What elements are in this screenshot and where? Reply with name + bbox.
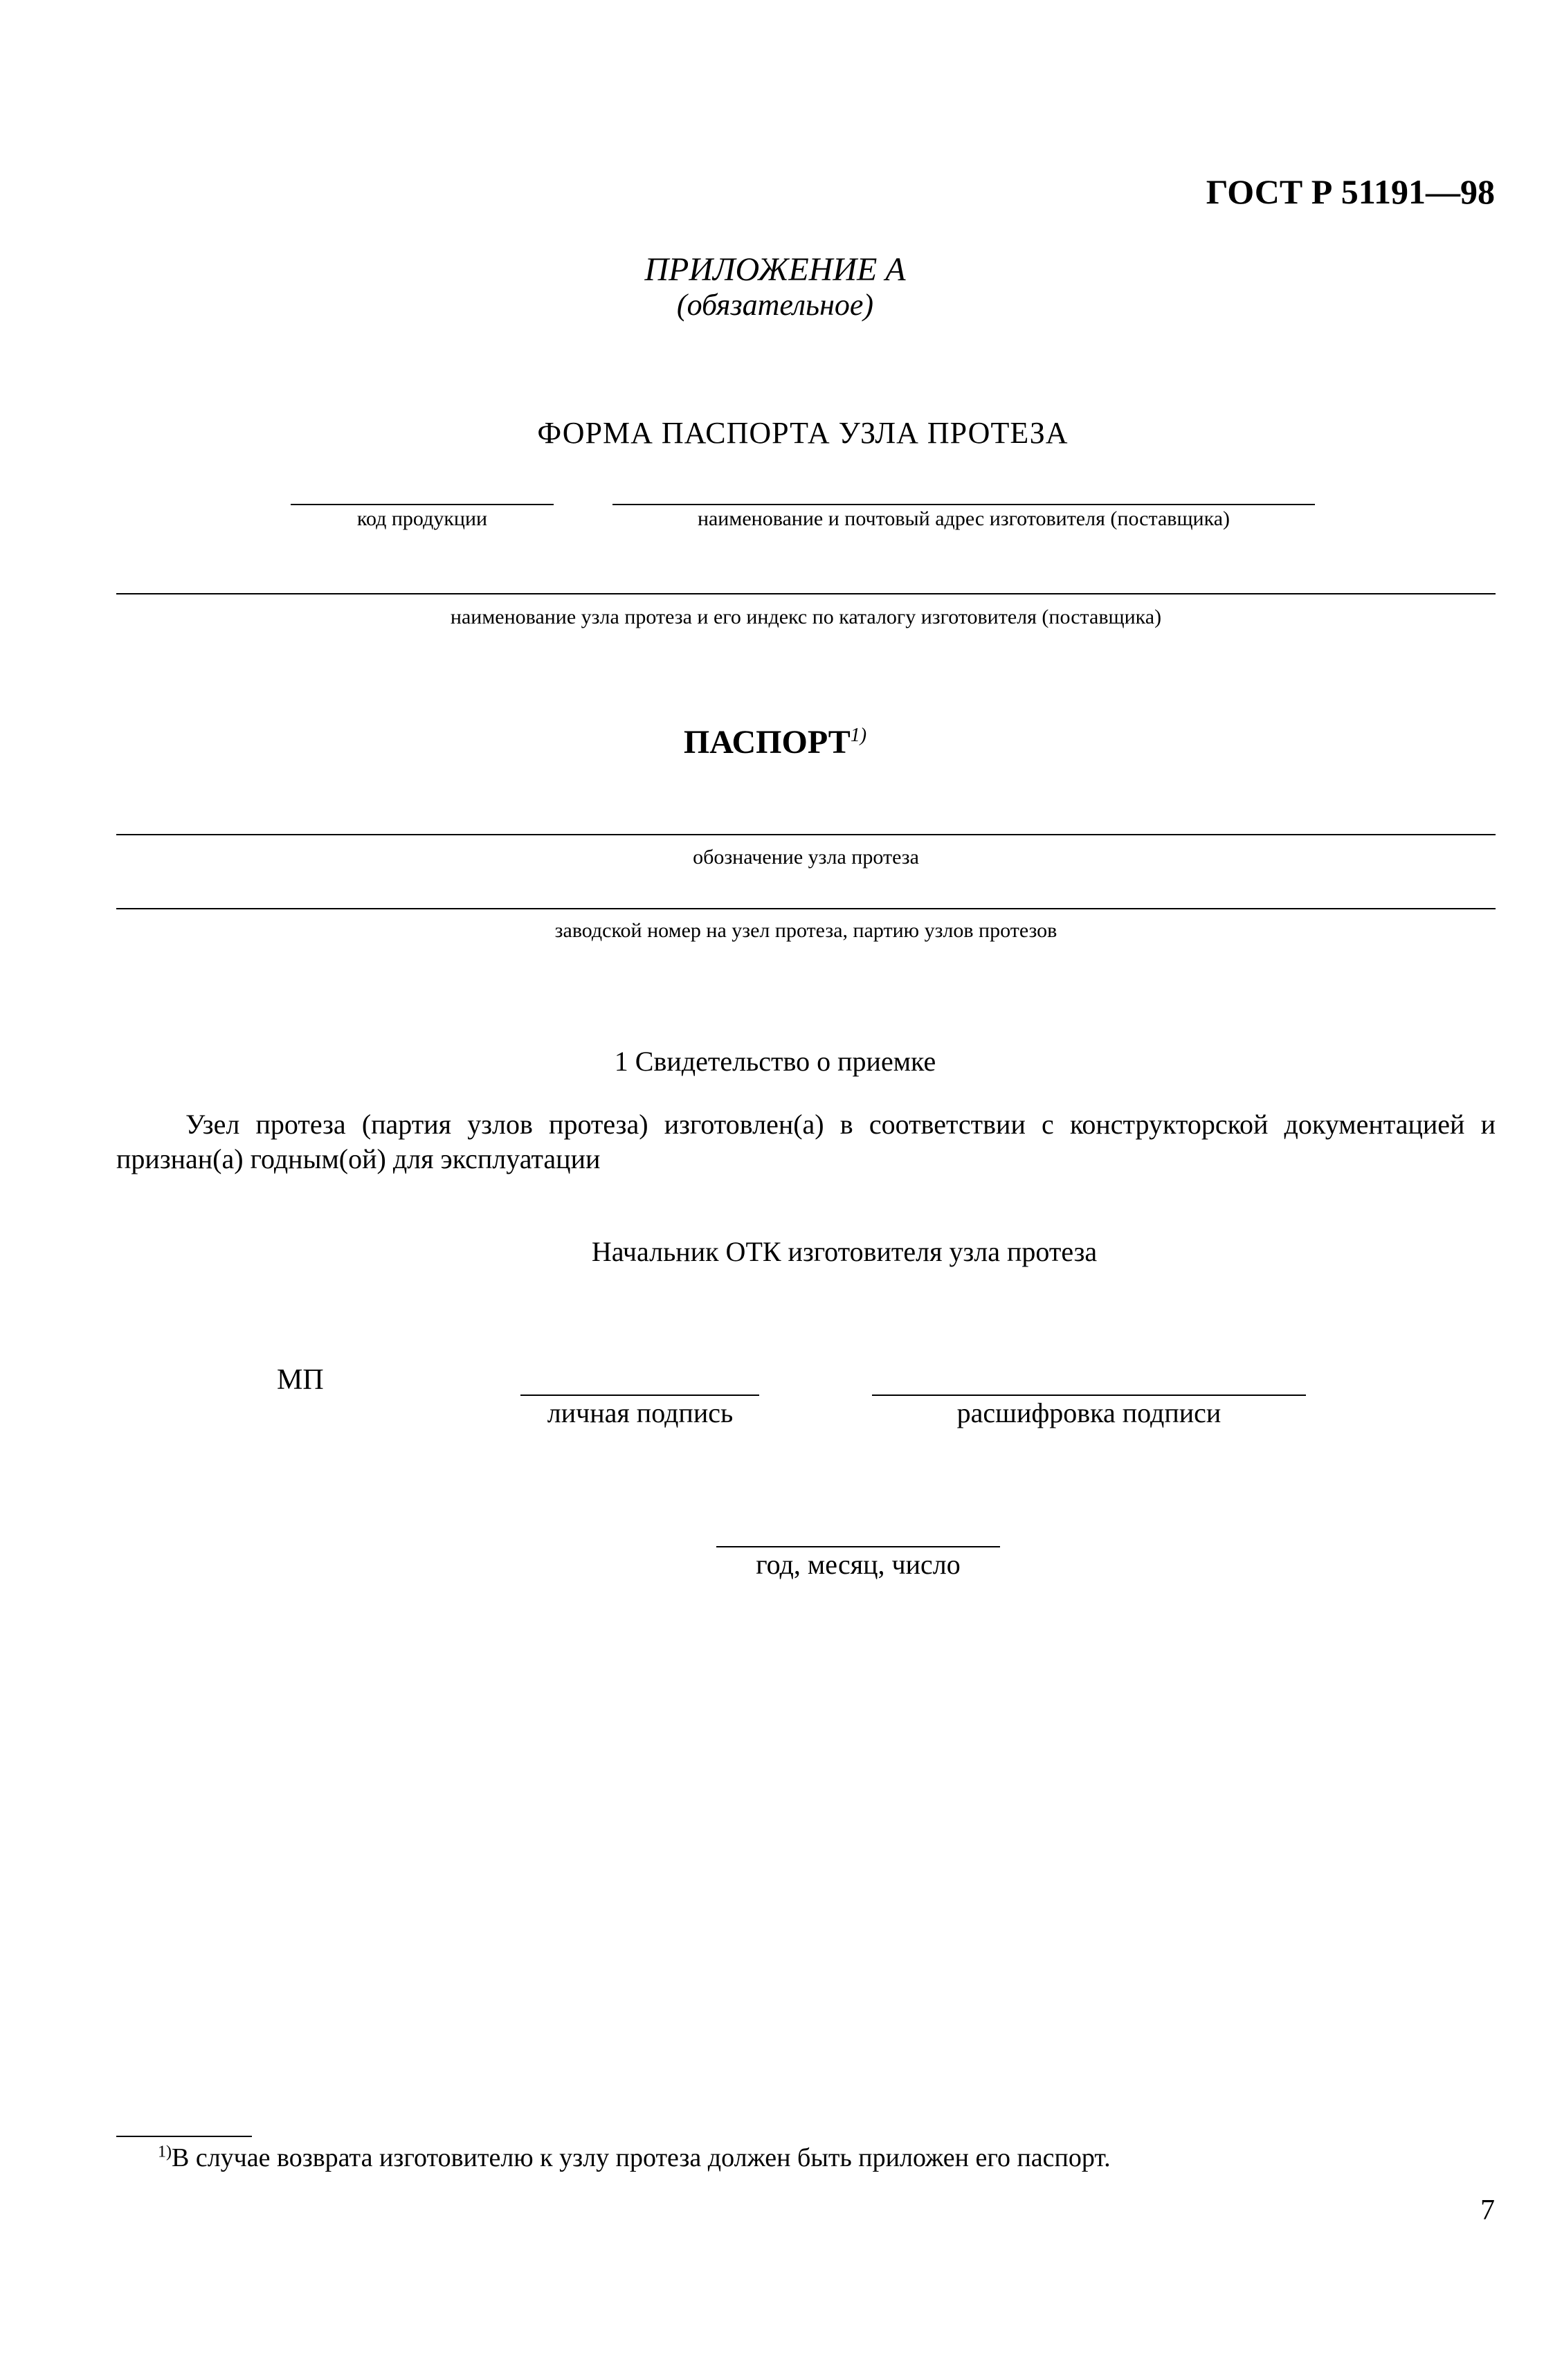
acceptance-text	[116, 1107, 1496, 1177]
date-line	[716, 1546, 1000, 1547]
annex-subtitle: (обязательное)	[676, 288, 874, 322]
document-id: ГОСТ Р 51191—98	[1206, 172, 1495, 211]
passport-footnote-mark: 1)	[850, 725, 867, 746]
annex-title: ПРИЛОЖЕНИЕ А	[644, 251, 906, 288]
qc-chief-label: Начальник ОТК изготовителя узла протеза	[591, 1236, 1098, 1267]
product-code-caption: код продукции	[356, 507, 488, 530]
footnote-separator	[116, 2136, 252, 2137]
personal-signature-caption: личная подпись	[547, 1397, 734, 1428]
manufacturer-line	[612, 504, 1315, 505]
serial-number-caption: заводской номер на узел протеза, партию узлов протезов	[554, 919, 1057, 942]
stamp-placeholder: МП	[277, 1364, 324, 1396]
footnote-text: В случае возврата изготовителю к узлу протеза должен быть приложен его паспорт.	[172, 2143, 1111, 2172]
form-title: ФОРМА ПАСПОРТА УЗЛА ПРОТЕЗА	[537, 416, 1069, 450]
unit-name-line	[116, 593, 1496, 594]
page-number: 7	[1480, 2195, 1495, 2226]
signature-decoding-caption: расшифровка подписи	[956, 1397, 1221, 1428]
acceptance-heading: 1 Свидетельство о приемке	[614, 1046, 936, 1077]
date-caption: год, месяц, число	[756, 1549, 961, 1580]
unit-name-caption: наименование узла протеза и его индекс по каталогу изготовителя (поставщика)	[450, 606, 1162, 628]
acceptance-text-content: Узел протеза (партия узлов протеза) изготовлен(а) в соответствии с конструкторской документацией и признан(а) годным(ой) для эксплуатации	[116, 1109, 1496, 1174]
signature-decoding-line	[872, 1395, 1306, 1396]
footnote-mark: 1)	[158, 2143, 172, 2161]
footnote	[158, 2143, 1111, 2173]
manufacturer-caption: наименование и почтовый адрес изготовителя (поставщика)	[697, 507, 1230, 530]
personal-signature-line	[520, 1395, 759, 1396]
designation-line	[116, 834, 1496, 835]
passport-title-text: ПАСПОРТ	[683, 724, 851, 761]
product-code-line	[291, 504, 554, 505]
serial-number-line	[116, 908, 1496, 909]
passport-title	[554, 723, 997, 761]
designation-caption: обозначение узла протеза	[693, 846, 919, 869]
